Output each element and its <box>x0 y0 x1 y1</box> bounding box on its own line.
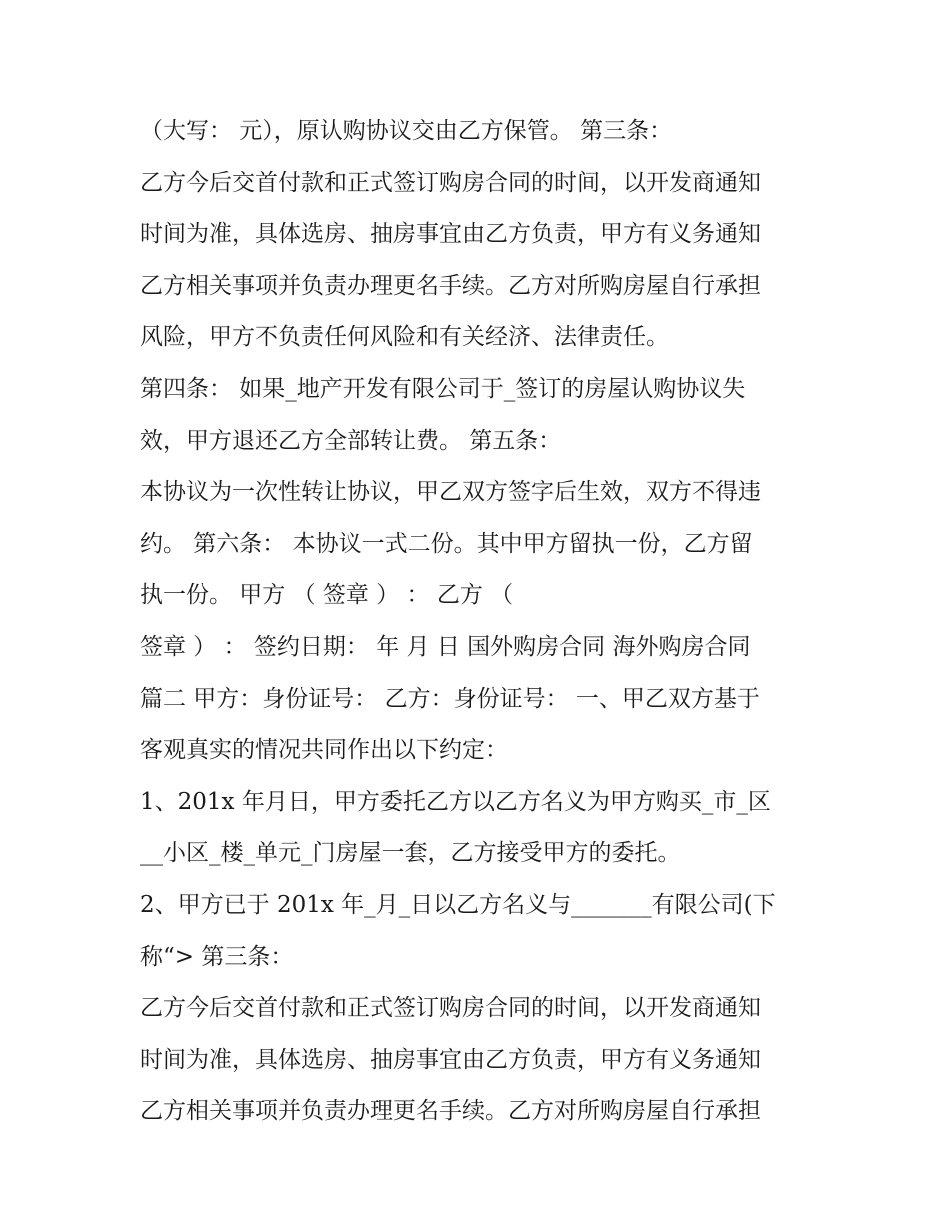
text-line: 2、甲方已于 201x 年_月_日以乙方名义与_______有限公司(下 <box>140 891 776 918</box>
document-body <box>140 106 830 1138</box>
text-line: 签章 ） ： 签约日期： 年 月 日 国外购房合同 海外购房合同 <box>140 633 751 660</box>
text-line: 第四条： 如果_地产开发有限公司于_签订的房屋认购协议失 <box>140 375 746 402</box>
text-line: 称“> 第三条： <box>140 943 294 970</box>
text-line: 执一份。 甲方 （ 签章 ） ： 乙方 （ <box>140 582 514 609</box>
text-line: 时间为准，具体选房、抽房事宜由乙方负责，甲方有义务通知 <box>140 1046 761 1073</box>
text-line: （大写： 元），原认购协议交由乙方保管。 第三条： <box>140 118 673 144</box>
text-line: 约。 第六条： 本协议一式二份。其中甲方留执一份，乙方留 <box>140 530 753 557</box>
text-line: 乙方今后交首付款和正式签订购房合同的时间，以开发商通知 <box>140 169 761 196</box>
text-line: 本协议为一次性转让协议，甲乙双方签字后生效，双方不得违 <box>140 479 761 506</box>
text-line: 时间为准，具体选房、抽房事宜由乙方负责，甲方有义务通知 <box>140 221 761 248</box>
text-line: 乙方相关事项并负责办理更名手续。乙方对所购房屋自行承担 <box>140 272 761 299</box>
text-line: 客观真实的情况共同作出以下约定： <box>140 737 508 764</box>
text-line: 乙方今后交首付款和正式签订购房合同的时间，以开发商通知 <box>140 995 761 1022</box>
text-line: 风险，甲方不负责任何风险和有关经济、法律责任。 <box>140 324 669 351</box>
text-line: 效，甲方退还乙方全部转让费。 第五条： <box>140 427 562 454</box>
text-line: 1、201x 年月日，甲方委托乙方以乙方名义为甲方购买_市_区 <box>140 788 771 815</box>
text-line: 篇二 甲方：身份证号： 乙方：身份证号： 一、甲乙双方基于 <box>140 685 760 712</box>
text-line: __小区_楼_单元_门房屋一套，乙方接受甲方的委托。 <box>140 840 681 867</box>
text-line: 乙方相关事项并负责办理更名手续。乙方对所购房屋自行承担 <box>140 1098 761 1125</box>
